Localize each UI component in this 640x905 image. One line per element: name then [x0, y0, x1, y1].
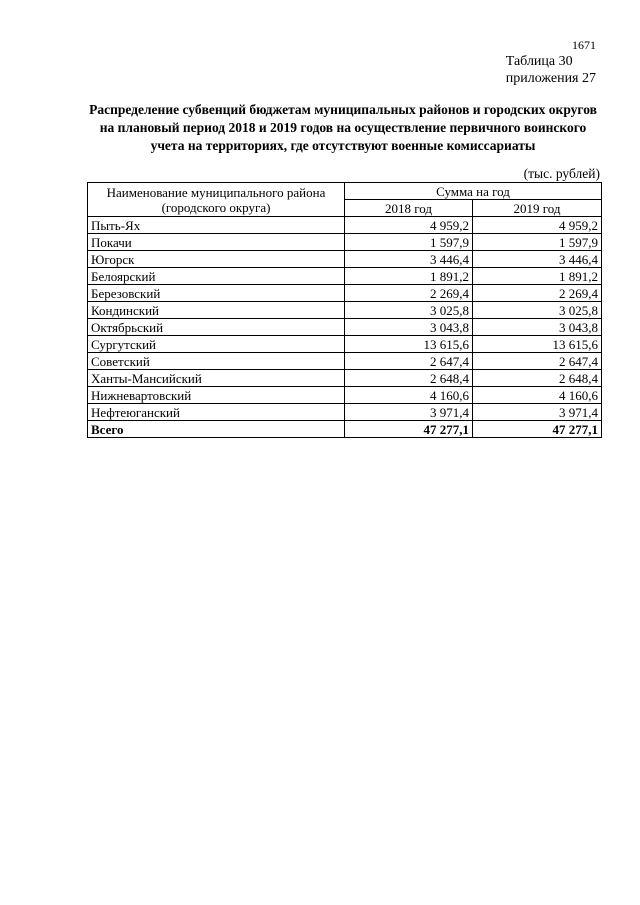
table-row [88, 336, 602, 353]
amount-2018: 2 648,4 [345, 370, 473, 387]
district-name: Нефтеюганский [88, 404, 345, 421]
table-row [88, 319, 602, 336]
total-2019: 47 277,1 [473, 421, 602, 438]
amount-2018: 3 971,4 [345, 404, 473, 421]
table-body [88, 217, 602, 438]
table-row [88, 251, 602, 268]
total-label: Всего [88, 421, 345, 438]
table-row [88, 404, 602, 421]
amount-2019: 3 446,4 [473, 251, 602, 268]
amount-2018: 2 647,4 [345, 353, 473, 370]
table-row [88, 302, 602, 319]
amount-2018: 3 446,4 [345, 251, 473, 268]
district-name: Пыть-Ях [88, 217, 345, 234]
table-row [88, 353, 602, 370]
units-label: (тыс. рублей) [523, 166, 600, 181]
column-header-sum: Сумма на год [345, 183, 602, 200]
district-name: Белоярский [88, 268, 345, 285]
amount-2019: 3 025,8 [473, 302, 602, 319]
amount-2019: 4 959,2 [473, 217, 602, 234]
table-row [88, 234, 602, 251]
table-row-total [88, 421, 602, 438]
district-name: Советский [88, 353, 345, 370]
district-name: Югорск [88, 251, 345, 268]
amount-2019: 3 043,8 [473, 319, 602, 336]
amount-2019: 4 160,6 [473, 387, 602, 404]
document-title: Распределение субвенций бюджетам муниципальных районов и городских округов на плановый период 2018 и 2019 годов на осуществление первичного воинского учета на территориях, где отсутствуют военные комиссариаты [89, 102, 597, 153]
district-name: Покачи [88, 234, 345, 251]
column-header-name-line2: (городского округа) [161, 199, 271, 215]
column-header-name-line1: Наименование муниципального района [106, 184, 326, 200]
amount-2018: 4 959,2 [345, 217, 473, 234]
amount-2018: 1 891,2 [345, 268, 473, 285]
district-name: Сургутский [88, 336, 345, 353]
table-header-row [88, 183, 602, 200]
column-header-2018: 2018 год [345, 200, 473, 217]
amount-2019: 13 615,6 [473, 336, 602, 353]
amount-2019: 1 597,9 [473, 234, 602, 251]
district-name: Ханты-Мансийский [88, 370, 345, 387]
table-row [88, 370, 602, 387]
amount-2019: 1 891,2 [473, 268, 602, 285]
table-row [88, 268, 602, 285]
amount-2019: 2 269,4 [473, 285, 602, 302]
page-number: 1671 [572, 38, 596, 52]
table-row [88, 285, 602, 302]
district-name: Октябрьский [88, 319, 345, 336]
column-header-2019: 2019 год [473, 200, 602, 217]
amount-2018: 1 597,9 [345, 234, 473, 251]
appendix-label: приложения 27 [505, 71, 596, 86]
district-name: Нижневартовский [88, 387, 345, 404]
district-name: Кондинский [88, 302, 345, 319]
amount-2018: 3 043,8 [345, 319, 473, 336]
amount-2018: 3 025,8 [345, 302, 473, 319]
amount-2018: 2 269,4 [345, 285, 473, 302]
table-reference [506, 53, 596, 87]
amount-2018: 13 615,6 [345, 336, 473, 353]
table-label: Таблица 30 [505, 54, 573, 69]
table-row [88, 387, 602, 404]
column-header-name [88, 183, 345, 217]
district-name: Березовский [88, 285, 345, 302]
total-2018: 47 277,1 [345, 421, 473, 438]
amount-2019: 2 648,4 [473, 370, 602, 387]
subvention-table [87, 182, 602, 438]
amount-2019: 2 647,4 [473, 353, 602, 370]
table-row [88, 217, 602, 234]
amount-2019: 3 971,4 [473, 404, 602, 421]
amount-2018: 4 160,6 [345, 387, 473, 404]
